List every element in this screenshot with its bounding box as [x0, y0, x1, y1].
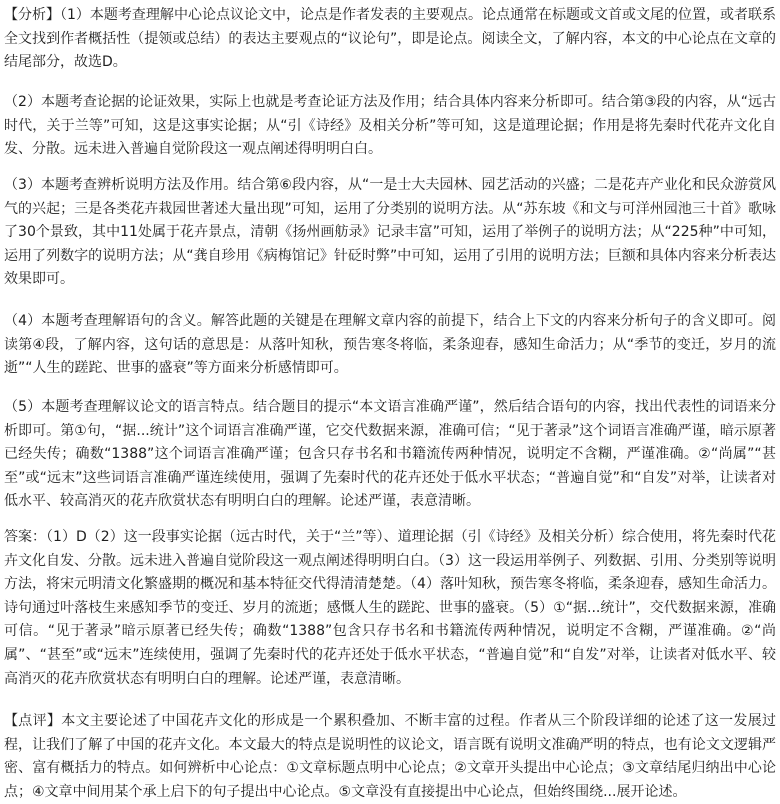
analysis-paragraph-5: （5）本题考查理解议论文的语言特点。结合题目的提示“本文语言准确严谨”，然后结合语句的内容，找出代表性的词语来分析即可。第①句，“据...统计”这个词语言准确严谨，它交代数据来源，准确可信；“见于著录”这个词语言准确严谨，暗示原著已经失传；确数“1388”这个词语言准确严谨；包含只存书名和书籍流传两种情况，说明定不含糊，严谨准确。②“尚属”“甚至”或“远末”这些词语言准确严谨连续使用，强调了先秦时代的花卉还处于低水平状态；“普遍自觉”和“自发”对举，让读者对低水平、较高消灭的花卉欣赏状态有明明白白的理解。论述严谨，表意清晰。 [4, 399, 776, 510]
analysis-text-1: （1）本题考查理解中心论点议论文中，论点是作者发表的主要观点。论点通常在标题或文首或文尾的位置，或者联系全文找到作者概括性（提领或总结）的表达主要观点的“议论句”，即是论点。阅读全文，了解内容，本文的中心论点在文章的结尾部分，故选D。 [4, 7, 777, 71]
analysis-paragraph-3: （3）本题考查辨析说明方法及作用。结合第⑥段内容，从“一是士大夫园林、园艺活动的兴盛；二是花卉产业化和民众游赏风气的兴起；三是各类花卉栽园世著述大量出现”可知，运用了分类别的说明方法。从“苏东坡《和文与可洋州园池三十首》歌咏了30个景致，其中11处属于花卉景点，清朝《扬州画舫录》记录丰富”可知，运用了举例子的说明方法；从“225种”中可知，运用了列数字的说明方法；从“龚自珍用《病梅馆记》针砭时弊”中可知，运用了引用的说明方法；巨额和具体内容来分析表达效果即可。 [4, 177, 776, 288]
analysis-paragraph-2: （2）本题考查论据的论证效果，实际上也就是考查论证方法及作用；结合具体内容来分析即可。结合第③段的内容，从“远古时代，关于兰等”可知，这是这事实论据；从“引《诗经》及相关分析”等可知，这是道理论据；作用是将先秦时代花卉文化自发、分散。远未进入普遍自觉阶段这一观点阐述得明明白白。 [4, 94, 776, 158]
analysis-label: 【分析】 [4, 7, 61, 23]
analysis-paragraph-4: （4）本题考查理解语句的含义。解答此题的关键是在理解文章内容的前提下，结合上下文的内容来分析句子的含义即可。阅读第④段，了解内容，这句话的意思是：从落叶知秋，预告寒冬将临，柔条迎春，感知生命活力；从“季节的变迁，岁月的流逝”“人生的蹉跎、世事的盛衰”等方面来分析感情即可。 [4, 313, 776, 377]
analysis-paragraph-1 [4, 4, 776, 75]
answer-paragraph: 答案：（1）D（2）这一段事实论据（远古时代，关于“兰”等）、道理论据（引《诗经》及相关分析）综合使用，将先秦时代花卉文化自发、分散。远未进入普遍自觉阶段这一观点阐述得明明白白。（3）这一段运用举例子、列数据、引用、分类别等说明方法，将宋元明清文化繁盛期的概况和基本特征交代得清清楚楚。（4）落叶知秋，预告寒冬将临，柔条迎春，感知生命活力。诗句通过叶落枝生来感知季节的变迁、岁月的流逝；感慨人生的蹉跎、世事的盛衰。（5）①“据...统计”，交代数据来源，准确可信。“见于著录”暗示原著已经失传；确数“1388”包含只存书名和书籍流传两种情况，说明定不含糊，严谨准确。②“尚属”、“甚至”或“远末”连续使用，强调了先秦时代的花卉还处于低水平状态，“普遍自觉”和“自发”对举，让读者对低水平、较高消灭的花卉欣赏状态有明明白白的理解。论述严谨，表意清晰。 [4, 529, 776, 687]
comment-paragraph: 【点评】本文主要论述了中国花卉文化的形成是一个累积叠加、不断丰富的过程。作者从三个阶段详细的论述了这一发展过程，让我们了解了中国的花卉文化。本文最大的特点是说明性的议论文，语言既有说明文准确严明的特点，也有论文文逻辑严密、富有概括力的特点。如何辨析中心论点：①文章标题点明中心论点；②文章开头提出中心论点；③文章结尾归纳出中心论点；④文章中间用某个承上启下的句子提出中心论点。⑤文章没有直接提出中心论点，但始终围绕...展开论述。 [4, 713, 776, 800]
